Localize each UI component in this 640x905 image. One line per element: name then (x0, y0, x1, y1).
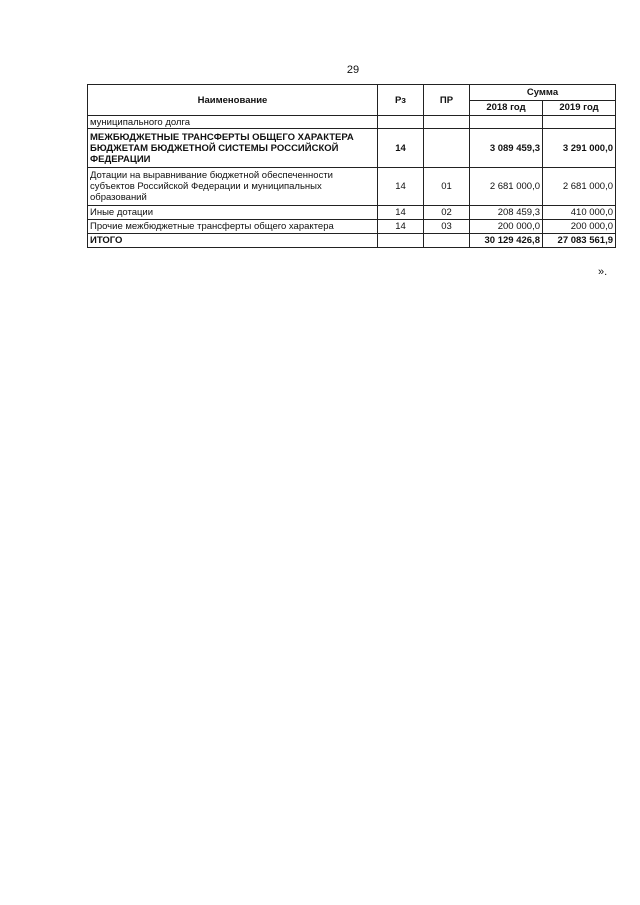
table-row (88, 220, 616, 234)
header-name: Наименование (88, 85, 378, 116)
row-2018: 3 089 459,3 (470, 129, 543, 168)
row-rz (378, 116, 424, 129)
table-row (88, 116, 616, 129)
header-pr: ПР (424, 85, 470, 116)
table-row-total (88, 234, 616, 248)
row-rz: 14 (378, 168, 424, 206)
row-name: МЕЖБЮДЖЕТНЫЕ ТРАНСФЕРТЫ ОБЩЕГО ХАРАКТЕРА БЮДЖЕТАМ БЮДЖЕТНОЙ СИСТЕМЫ РОССИЙСКОЙ ФЕДЕРАЦИИ (88, 129, 378, 168)
row-rz (378, 234, 424, 248)
row-name: Дотации на выравнивание бюджетной обеспеченности субъектов Российской Федерации и муниципальных образований (88, 168, 378, 206)
header-year-2018: 2018 год (470, 100, 543, 116)
row-name: муниципального долга (88, 116, 378, 129)
row-2019: 27 083 561,9 (543, 234, 616, 248)
header-row (88, 85, 616, 101)
row-name: ИТОГО (88, 234, 378, 248)
row-2019 (543, 116, 616, 129)
row-2018: 30 129 426,8 (470, 234, 543, 248)
table-row (88, 129, 616, 168)
closing-quote-mark: ». (598, 266, 608, 278)
header-rz: Рз (378, 85, 424, 116)
row-pr (424, 116, 470, 129)
header-sum: Сумма (470, 85, 616, 101)
page-number: 29 (346, 64, 360, 76)
table-row (88, 206, 616, 220)
row-rz: 14 (378, 220, 424, 234)
row-2019: 2 681 000,0 (543, 168, 616, 206)
row-rz: 14 (378, 129, 424, 168)
row-2018: 2 681 000,0 (470, 168, 543, 206)
row-pr: 03 (424, 220, 470, 234)
row-pr: 01 (424, 168, 470, 206)
row-pr (424, 234, 470, 248)
row-2018 (470, 116, 543, 129)
table-row (88, 168, 616, 206)
row-name: Иные дотации (88, 206, 378, 220)
row-2018: 208 459,3 (470, 206, 543, 220)
row-2019: 3 291 000,0 (543, 129, 616, 168)
row-2018: 200 000,0 (470, 220, 543, 234)
row-pr: 02 (424, 206, 470, 220)
budget-table (87, 84, 616, 248)
row-2019: 200 000,0 (543, 220, 616, 234)
row-pr (424, 129, 470, 168)
row-rz: 14 (378, 206, 424, 220)
row-name: Прочие межбюджетные трансферты общего характера (88, 220, 378, 234)
row-2019: 410 000,0 (543, 206, 616, 220)
header-year-2019: 2019 год (543, 100, 616, 116)
